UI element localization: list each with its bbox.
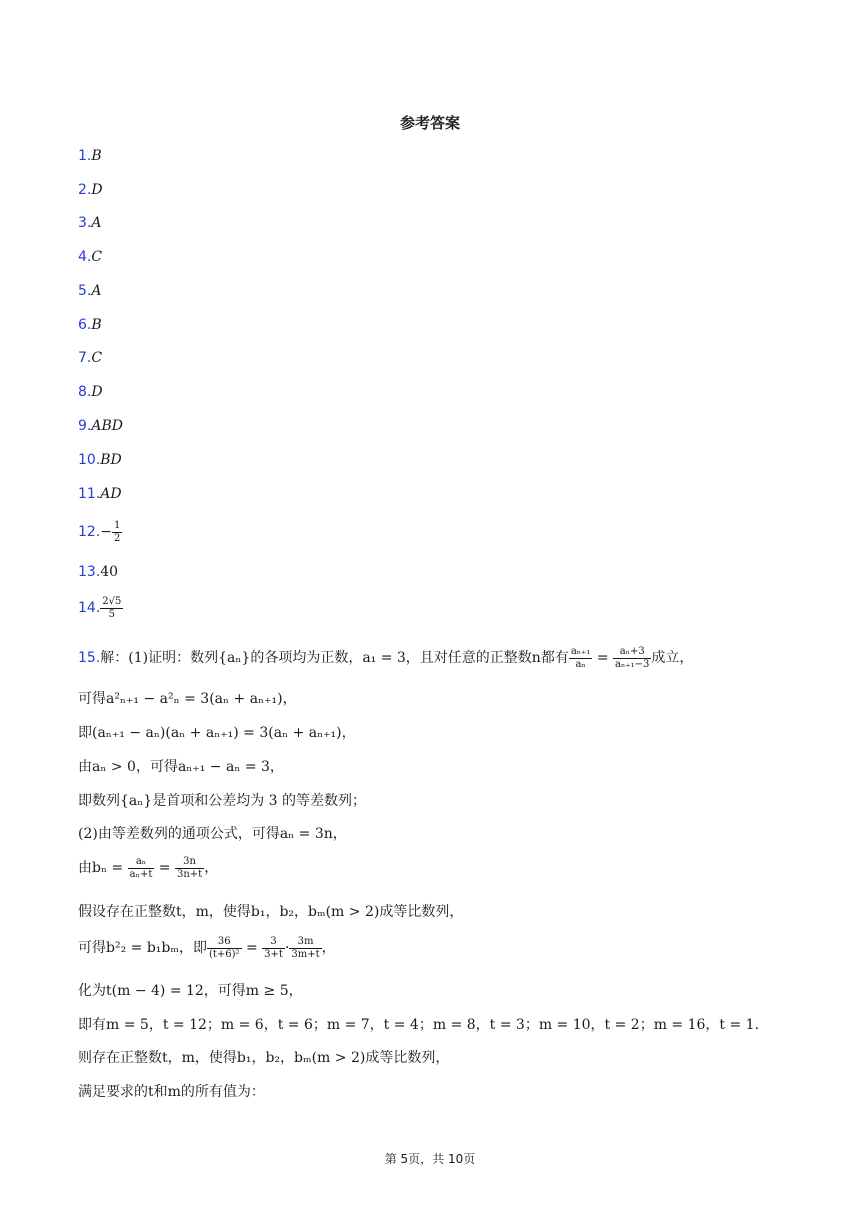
answer-6: 6.B bbox=[78, 317, 102, 333]
answer-4: 4.C bbox=[78, 249, 103, 265]
answer-7: 7.C bbox=[78, 350, 103, 366]
answer-13: 13.40 bbox=[78, 564, 119, 580]
solution-line-1: 15.解：(1)证明：数列{aₙ}的各项均为正数，a₁ = 3，且对任意的正整数n都有 $\frac{\text{aₙ₊₁}}{\text{aₙ}}$ = $\frac{\text{aₙ+3}}{\text{aₙ₊₁−3}}$ 成立， bbox=[78, 646, 694, 670]
solution-line-7: 由bₙ = $\frac{\text{aₙ}}{\text{aₙ+t}}$ = $\frac{3n}{3n+t}$ ， bbox=[78, 856, 219, 880]
page-footer: 第 5页，共 10页 bbox=[384, 1152, 476, 1166]
answer-11: 11.AD bbox=[78, 486, 122, 502]
solution-line-12: 则存在正整数t，m，使得b₁，b₂，bₘ(m > 2)成等比数列， bbox=[78, 1050, 450, 1066]
answer-1: 1.B bbox=[78, 148, 102, 164]
solution-line-6: (2)由等差数列的通项公式，可得aₙ = 3n， bbox=[78, 826, 347, 842]
answer-3: 3.A bbox=[78, 215, 102, 231]
solution-line-5: 即数列{aₙ}是首项和公差均为 3 的等差数列； bbox=[78, 793, 367, 809]
solution-line-11: 即有m = 5，t = 12；m = 6，t = 6；m = 7，t = 4；m = 8，t = 3；m = 10，t = 2；m = 16，t = 1. bbox=[78, 1017, 760, 1033]
solution-line-8: 假设存在正整数t，m，使得b₁，b₂，bₘ(m > 2)成等比数列， bbox=[78, 904, 464, 920]
solution-line-4: 由aₙ > 0，可得aₙ₊₁ − aₙ = 3， bbox=[78, 759, 284, 775]
answer-2: 2.D bbox=[78, 182, 103, 198]
solution-line-9: 可得b²₂ = b₁bₘ，即 $\frac{36}{\text{(t+6)²}}$ = $\frac{3}{3+t}$ · $\frac{3m}{3m+t}$ ， bbox=[78, 936, 336, 960]
answer-5: 5.A bbox=[78, 283, 102, 299]
answer-8: 8.D bbox=[78, 384, 103, 400]
solution-line-13: 满足要求的t和m的所有值为： bbox=[78, 1084, 265, 1100]
page-title: 参考答案 bbox=[399, 114, 460, 132]
solution-line-3: 即(aₙ₊₁ − aₙ)(aₙ + aₙ₊₁) = 3(aₙ + aₙ₊₁)， bbox=[78, 725, 356, 741]
answer-14: 14. $\frac{2√5}{5}$ bbox=[78, 596, 122, 620]
answer-9: 9.ABD bbox=[78, 418, 123, 434]
solution-line-2: 可得a²ₙ₊₁ − a²ₙ = 3(aₙ + aₙ₊₁)， bbox=[78, 691, 297, 707]
solution-line-10: 化为t(m − 4) = 12，可得m ≥ 5， bbox=[78, 983, 303, 999]
answer-12: 12.− $\frac{1}{2}$ bbox=[78, 520, 121, 544]
answer-10: 10.BD bbox=[78, 452, 122, 468]
